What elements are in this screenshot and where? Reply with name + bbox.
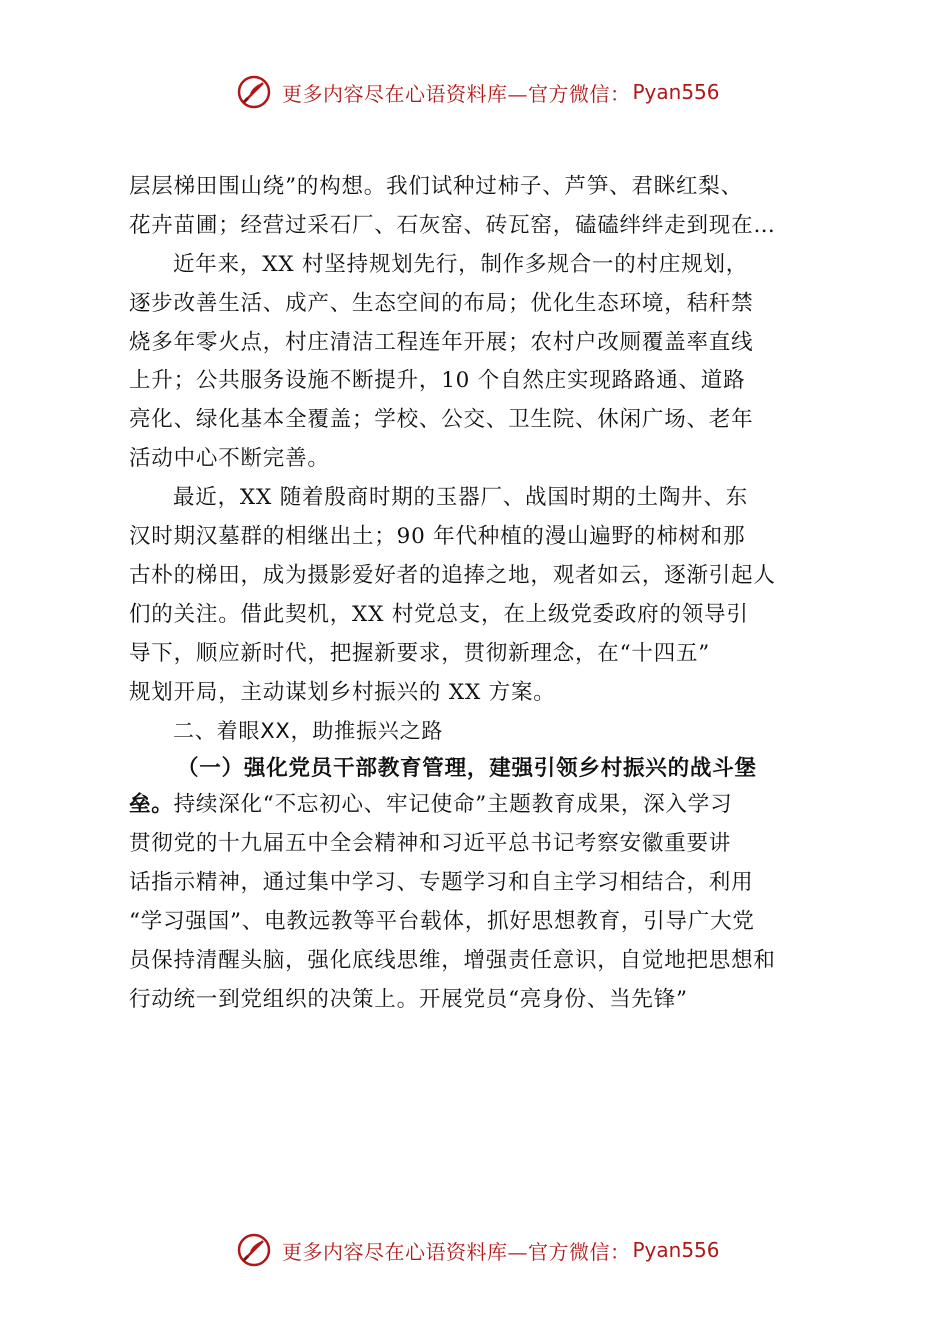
paragraph-line: 最近，XX 随着殷商时期的玉器厂、战国时期的土陶井、东 [173, 485, 749, 511]
paragraph-line: “学习强国”、电教远教等平台载体，抓好思想教育，引导广大党 [129, 909, 755, 935]
watermark-wechat-id: Pyan556 [632, 80, 720, 104]
paragraph-line: 烧多年零火点，村庄清洁工程连年开展；农村户改厕覆盖率直线 [129, 329, 754, 355]
subheading: （一）强化党员干部教育管理，建强引领乡村振兴的战斗堡 [177, 756, 757, 782]
paragraph-line: 员保持清醒头脑，强化底线思维，增强责任意识，自觉地把思想和 [129, 947, 776, 973]
paragraph-line: 花卉苗圃；经营过采石厂、石灰窑、砖瓦窑，磕磕绊绊走到现在… [129, 212, 776, 238]
watermark-text: 更多内容尽在心语资料库—官方微信： [282, 1239, 631, 1264]
paragraph-line: 层层梯田围山绕”的构想。我们试种过柿子、芦笋、君眯红梨、 [129, 174, 743, 199]
paragraph-line: 近年来，XX 村坚持规划先行，制作多规合一的村庄规划， [173, 251, 749, 277]
quill-logo-icon [236, 74, 272, 110]
subheading-end: 垒。 [129, 792, 174, 818]
quill-logo-icon [236, 1232, 272, 1268]
paragraph-line: 贯彻党的十九届五中全会精神和习近平总书记考察安徽重要讲 [129, 831, 732, 857]
paragraph-line: 上升；公共服务设施不断提升，10 个自然庄实现路路通、道路 [129, 368, 746, 394]
paragraph-line: 们的关注。借此契机，XX 村党总支，在上级党委政府的领导引 [129, 601, 749, 627]
paragraph-line: 古朴的梯田，成为摄影爱好者的追捧之地，观者如云，逐渐引起人 [129, 562, 776, 588]
paragraph-line: 话指示精神，通过集中学习、专题学习和自主学习相结合，利用 [129, 870, 754, 896]
document-body [129, 168, 845, 1020]
paragraph-line: 逐步改善生活、成产、生态空间的布局；优化生态环境，秸秆禁 [129, 290, 754, 316]
watermark-banner-bottom [236, 1228, 720, 1272]
paragraph-line: 汉时期汉墓群的相继出土；90 年代种植的漫山遍野的柿树和那 [129, 524, 746, 550]
paragraph-line: 亮化、绿化基本全覆盖；学校、公交、卫生院、休闲广场、老年 [129, 407, 754, 433]
paragraph-line: 行动统一到党组织的决策上。开展党员“亮身份、当先锋” [129, 986, 688, 1012]
paragraph-line: 导下，顺应新时代，把握新要求，贯彻新理念，在“十四五” [129, 640, 711, 666]
paragraph-line: 规划开局，主动谋划乡村振兴的 XX 方案。 [129, 679, 556, 705]
watermark-banner-top [236, 70, 720, 114]
paragraph-line [129, 786, 845, 825]
watermark-wechat-id: Pyan556 [632, 1238, 720, 1262]
paragraph-text: 持续深化“不忘初心、牢记使命”主题教育成果，深入学习 [173, 792, 733, 818]
section-heading: 二、着眼XX，助推振兴之路 [173, 719, 444, 744]
paragraph-line: 活动中心不断完善。 [129, 446, 330, 472]
watermark-text: 更多内容尽在心语资料库—官方微信： [282, 81, 631, 106]
